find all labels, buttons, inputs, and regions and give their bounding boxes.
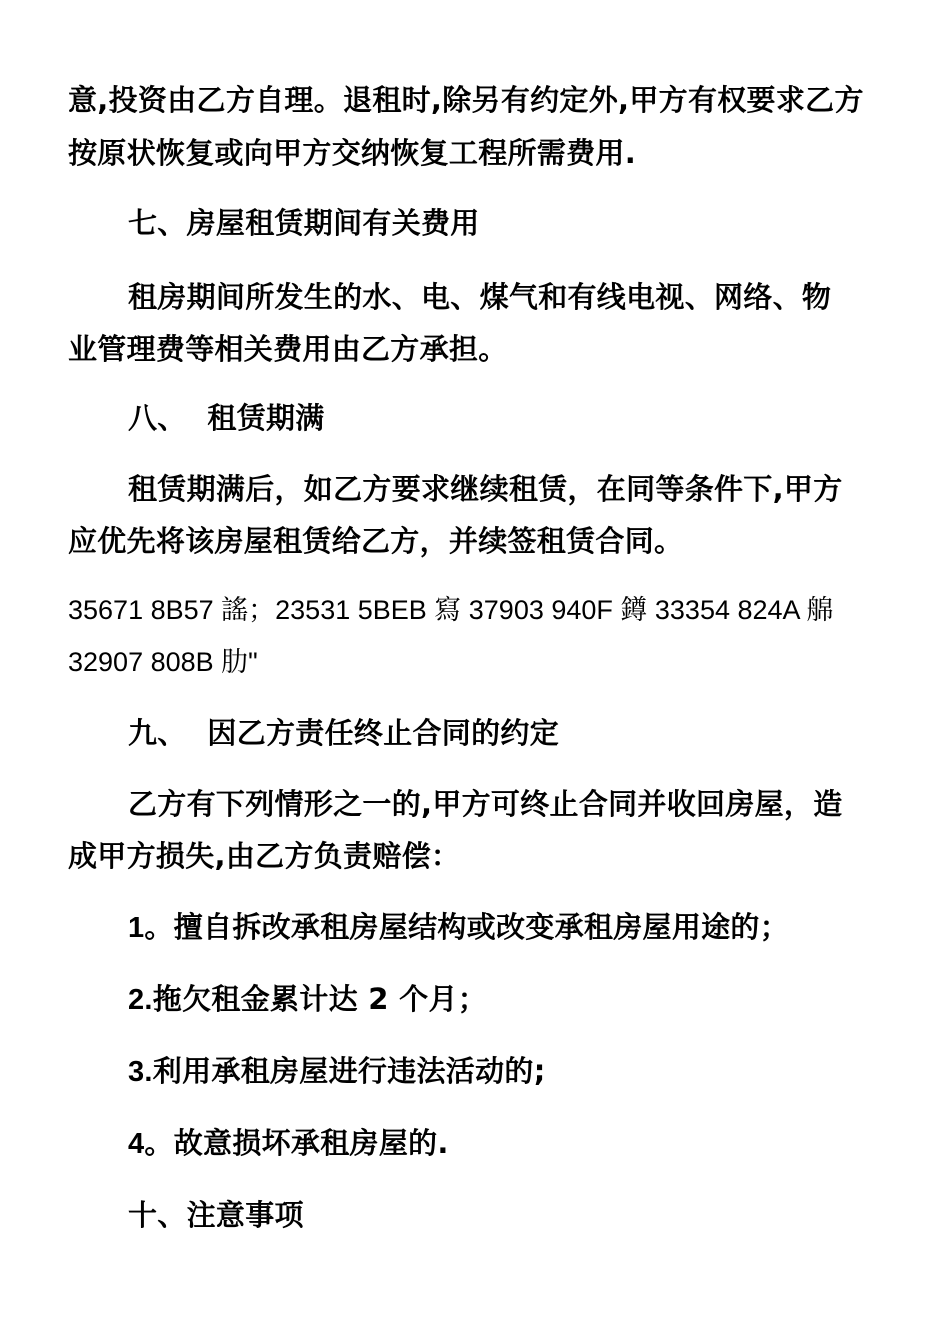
list-item-text: 利用承租房屋进行违法活动的; bbox=[152, 1054, 546, 1088]
list-marker: 3. bbox=[128, 1056, 153, 1088]
paragraph-line: 业管理费等相关费用由乙方承担。 bbox=[68, 332, 508, 366]
code-text-line: 32907 808B 肋" bbox=[68, 647, 258, 677]
paragraph-line: 意,投资由乙方自理。退租时,除另有约定外,甲方有权要求乙方 bbox=[68, 83, 864, 117]
paragraph-line: 租房期间所发生的水、电、煤气和有线电视、网络、物 bbox=[128, 280, 832, 314]
paragraph-line: 按原状恢复或向甲方交纳恢复工程所需费用. bbox=[68, 136, 637, 170]
section-heading-8: 八、 租赁期满 bbox=[128, 401, 325, 435]
list-item-2 bbox=[128, 979, 487, 1020]
paragraph-line: 成甲方损失,由乙方负责赔偿： bbox=[68, 839, 461, 873]
list-marker: 1。 bbox=[128, 912, 174, 944]
list-item-3 bbox=[128, 1051, 546, 1092]
code-text-line: 35671 8B57 謠；23531 5BEB 寫 37903 940F 鐏 33354 824A 艊 bbox=[68, 595, 834, 625]
paragraph-line: 应优先将该房屋租赁给乙方，并续签租赁合同。 bbox=[68, 524, 684, 558]
section-heading-9: 九、 因乙方责任终止合同的约定 bbox=[128, 716, 559, 750]
section-heading-10: 十、注意事项 bbox=[128, 1198, 304, 1232]
list-item-text: 拖欠租金累计达 2 个月； bbox=[152, 982, 488, 1016]
list-marker: 2. bbox=[128, 984, 153, 1016]
list-item-1 bbox=[128, 907, 789, 948]
paragraph-line: 乙方有下列情形之一的,甲方可终止合同并收回房屋，造 bbox=[128, 787, 843, 821]
list-item-text: 擅自拆改承租房屋结构或改变承租房屋用途的； bbox=[173, 910, 790, 944]
list-item-text: 故意损坏承租房屋的. bbox=[173, 1126, 449, 1160]
list-marker: 4。 bbox=[128, 1128, 174, 1160]
list-item-4 bbox=[128, 1123, 449, 1164]
section-heading-7: 七、房屋租赁期间有关费用 bbox=[128, 206, 480, 240]
paragraph-line: 租赁期满后，如乙方要求继续租赁，在同等条件下,甲方 bbox=[128, 472, 843, 506]
